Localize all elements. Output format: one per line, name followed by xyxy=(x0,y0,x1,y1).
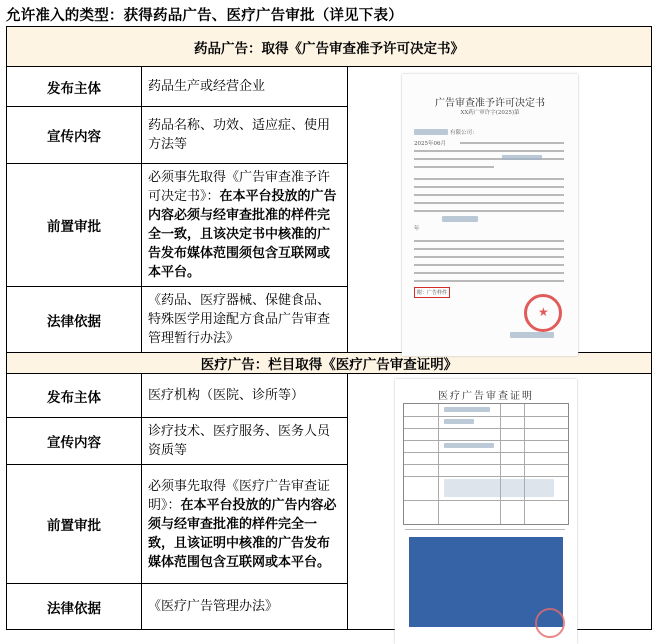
row-label-pre-approval: 前置审批 xyxy=(7,164,142,287)
official-seal-icon xyxy=(524,294,562,332)
row-label-publisher: 发布主体 xyxy=(7,67,142,107)
page-title: 允许准入的类型：获得药品广告、医疗广告审批（详见下表） xyxy=(6,8,403,24)
drug-certificate-company: 有限公司： xyxy=(450,130,478,136)
pre-approval-bold-text: 在本平台投放的广告内容必须与经审查批准的样件完全一致，且该决定书中核准的广告发布媒体范围须包含互联网或本平台。 xyxy=(148,189,337,280)
row-content-legal-basis-medical: 《医疗广告管理办法》 xyxy=(142,584,348,630)
row-content-pre-approval xyxy=(142,164,348,287)
pre-approval-text: 必须事先取得《广告审查准予许可决定书》： xyxy=(148,170,331,204)
pre-approval-text-medical: 必须事先取得《医疗广告审查证明》： xyxy=(148,478,331,513)
drug-certificate-number: XX药广审许字(2025)第 xyxy=(460,110,520,116)
row-content-content: 药品名称、功效、适应症、使用方法等 xyxy=(142,107,348,164)
row-content-content-medical: 诊疗技术、医疗服务、医务人员资质等 xyxy=(142,418,348,465)
medical-certificate-document xyxy=(395,379,577,644)
pre-approval-bold-text-medical: 在本平台投放的广告内容必须与经审查批准的样件完全一致，且该证明中核准的广告发布媒体范围包含互联网或本平台。 xyxy=(148,497,337,570)
row-label-publisher-medical: 发布主体 xyxy=(7,374,142,418)
row-label-content: 宣传内容 xyxy=(7,107,142,164)
medical-certificate-title: 医疗广告审查证明 xyxy=(438,391,534,402)
drug-certificate-document xyxy=(402,74,578,356)
row-label-legal-basis: 法律依据 xyxy=(7,287,142,353)
medical-ad-certificate-image xyxy=(348,374,652,630)
section-header-medical: 医疗广告：栏目取得《医疗广告审查证明》 xyxy=(7,353,652,374)
drug-certificate-year: 年 xyxy=(414,226,420,232)
row-content-pre-approval-medical xyxy=(142,465,348,584)
row-label-legal-basis-medical: 法律依据 xyxy=(7,584,142,630)
row-content-publisher: 药品生产或经营企业 xyxy=(142,67,348,107)
row-content-legal-basis: 《药品、医疗器械、保健食品、特殊医学用途配方食品广告审查管理暂行办法》 xyxy=(142,287,348,353)
row-label-content-medical: 宣传内容 xyxy=(7,418,142,465)
drug-certificate-title: 广告审查准予许可决定书 xyxy=(435,98,545,109)
row-content-publisher-medical: 医疗机构（医院、诊所等） xyxy=(142,374,348,418)
row-label-pre-approval-medical: 前置审批 xyxy=(7,465,142,584)
drug-certificate-attachment: 附：广告样件 xyxy=(414,287,450,298)
drug-certificate-date: 2025年06月 xyxy=(414,141,446,147)
drug-ad-certificate-image xyxy=(348,67,652,353)
section-header-drug: 药品广告：取得《广告审查准予许可决定书》 xyxy=(7,27,652,67)
approval-table xyxy=(6,26,652,630)
